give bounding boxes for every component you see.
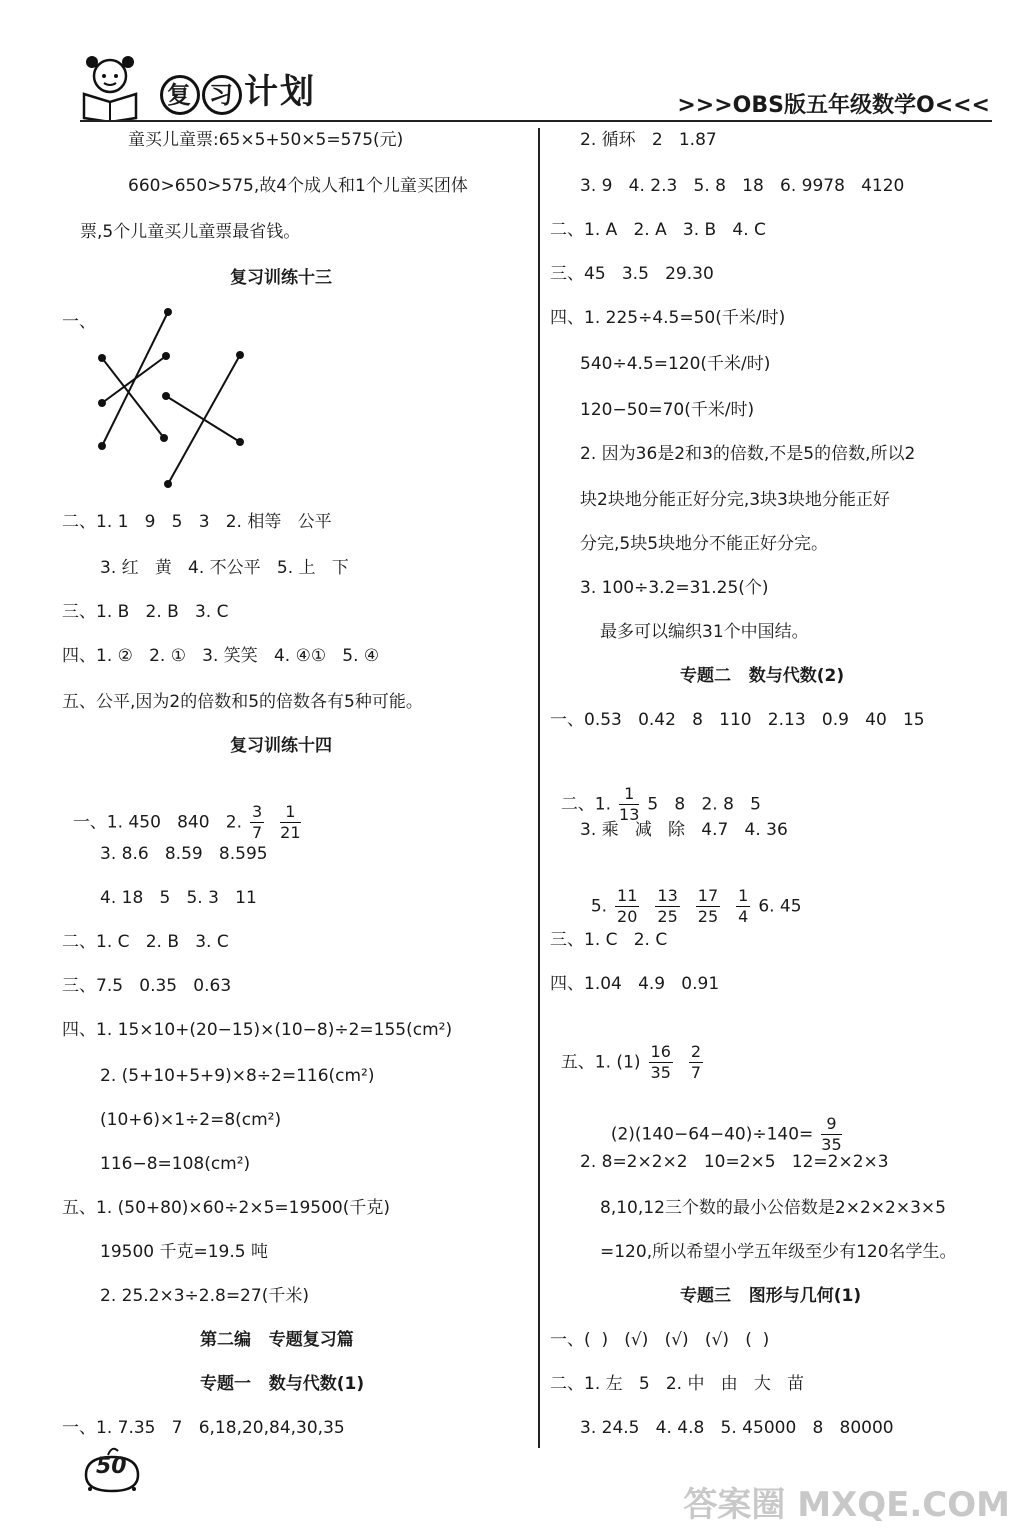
title-rest: 计划	[244, 72, 316, 112]
numerator: 16	[650, 1042, 671, 1061]
answer-line-with-fractions	[550, 760, 761, 825]
denominator: 35	[821, 1135, 842, 1154]
header-title	[160, 64, 316, 115]
answer-line: 116−8=108(cm²)	[100, 1154, 251, 1174]
reading-girl-icon	[70, 52, 150, 122]
line-text: 6. 45	[758, 896, 802, 917]
answer-line: 2. 循环 2 1.87	[580, 130, 717, 150]
topic-heading-1: 专题一 数与代数(1)	[200, 1374, 365, 1394]
fraction	[615, 886, 639, 927]
fraction	[655, 886, 679, 927]
denominator: 20	[617, 907, 638, 926]
answer-line: 三、45 3.5 29.30	[550, 264, 714, 284]
answer-line: 四、1. 225÷4.5=50(千米/时)	[550, 308, 786, 328]
answer-line: 分完,5块5块地分不能正好分完。	[580, 534, 829, 554]
line-text: 五、1. (1)	[560, 1052, 641, 1073]
answer-line: 票,5个儿童买儿童票最省钱。	[80, 222, 301, 242]
answer-line: 二、1. 1 9 5 3 2. 相等 公平	[62, 512, 332, 532]
fraction	[250, 802, 264, 843]
numerator: 17	[697, 886, 719, 905]
answer-line-with-fractions	[600, 1090, 850, 1155]
answer-line: 一、0.53 0.42 8 110 2.13 0.9 40 15	[550, 710, 925, 730]
answer-line: 3. 红 黄 4. 不公平 5. 上 下	[100, 558, 349, 578]
answer-line: 一、1. 7.35 7 6,18,20,84,30,35	[62, 1418, 345, 1438]
denominator: 21	[280, 823, 301, 842]
answer-line: 3. 24.5 4. 4.8 5. 45000 8 80000	[580, 1418, 894, 1438]
title-char-1: 复	[160, 75, 200, 115]
topic-heading-2: 专题二 数与代数(2)	[680, 666, 845, 686]
part-heading: 第二编 专题复习篇	[200, 1330, 354, 1350]
section-heading-13: 复习训练十三	[230, 268, 332, 288]
answer-line: 二、1. C 2. B 3. C	[62, 932, 229, 952]
answer-line: 最多可以编织31个中国结。	[600, 622, 809, 642]
fraction	[821, 1114, 841, 1155]
answer-line: 一、	[62, 312, 96, 332]
denominator: 7	[690, 1063, 702, 1082]
fraction	[649, 1042, 673, 1083]
line-text: 5.	[590, 896, 608, 917]
answer-line: 二、1. 左 5 2. 中 由 大 苗	[550, 1374, 805, 1394]
answer-line: 8,10,12三个数的最小公倍数是2×2×2×3×5	[600, 1198, 946, 1218]
numerator: 1	[280, 802, 300, 823]
numerator: 13	[657, 886, 678, 905]
answer-line: 3. 8.6 8.59 8.595	[100, 844, 268, 864]
numerator: 9	[821, 1114, 841, 1135]
matching-lines-diagram	[90, 300, 260, 500]
line-text: 一、1. 450 840 2.	[72, 812, 242, 833]
line-text: (2)(140−64−40)÷140=	[610, 1124, 814, 1145]
denominator: 7	[251, 823, 263, 842]
answer-line: 3. 9 4. 2.3 5. 8 18 6. 9978 4120	[580, 176, 905, 196]
answer-line: 四、1. 15×10+(20−15)×(10−8)÷2=155(cm²)	[62, 1020, 453, 1040]
line-text: 二、1.	[560, 794, 612, 815]
numerator: 1	[738, 886, 749, 905]
answer-line: 五、1. (50+80)×60÷2×5=19500(千克)	[62, 1198, 390, 1218]
answer-line: 一、( ) (√) (√) (√) ( )	[550, 1330, 770, 1350]
answer-line-with-fractions	[62, 778, 309, 843]
answer-line: 二、1. A 2. A 3. B 4. C	[550, 220, 766, 240]
fraction	[736, 886, 750, 927]
fraction	[696, 886, 720, 927]
section-heading-14: 复习训练十四	[230, 736, 332, 756]
header-rule	[80, 120, 992, 122]
denominator: 25	[657, 907, 678, 926]
answer-line: 2. (5+10+5+9)×8÷2=116(cm²)	[100, 1066, 375, 1086]
denominator: 25	[697, 907, 719, 926]
header-subtitle: >>>OBS版五年级数学O<<<	[677, 93, 990, 118]
answer-line: 3. 乘 减 除 4.7 4. 36	[580, 820, 788, 840]
answer-line: 三、7.5 0.35 0.63	[62, 976, 232, 996]
watermark: 答案圈 MXQE.COM	[683, 1485, 1010, 1525]
line-text: 5 8 2. 8 5	[647, 794, 761, 815]
answer-line: 2. 因为36是2和3的倍数,不是5的倍数,所以2	[580, 444, 916, 464]
answer-line: 三、1. B 2. B 3. C	[62, 602, 229, 622]
denominator: 35	[650, 1063, 671, 1082]
answer-line: =120,所以希望小学五年级至少有120名学生。	[600, 1242, 957, 1262]
numerator: 1	[619, 784, 639, 805]
numerator: 11	[617, 886, 638, 905]
page-number: 50	[96, 1454, 127, 1479]
answer-line: 三、1. C 2. C	[550, 930, 668, 950]
answer-line: 块2块地分能正好分完,3块3块地分能正好	[580, 490, 890, 510]
topic-heading-3: 专题三 图形与几何(1)	[680, 1286, 862, 1306]
numerator: 3	[251, 802, 263, 821]
title-char-2: 习	[202, 75, 242, 115]
answer-line: 四、1. ② 2. ① 3. 笑笑 4. ④① 5. ④	[62, 646, 380, 666]
fraction	[689, 1042, 703, 1083]
numerator: 2	[690, 1042, 702, 1061]
answer-line: 2. 25.2×3÷2.8=27(千米)	[100, 1286, 309, 1306]
fraction	[280, 802, 300, 843]
answer-line: 3. 100÷3.2=31.25(个)	[580, 578, 769, 598]
answer-line: (10+6)×1÷2=8(cm²)	[100, 1110, 282, 1130]
answer-line: 4. 18 5 5. 3 11	[100, 888, 257, 908]
answer-line: 2. 8=2×2×2 10=2×5 12=2×2×3	[580, 1152, 889, 1172]
answer-line: 童买儿童票:65×5+50×5=575(元)	[128, 130, 404, 150]
answer-line: 120−50=70(千米/时)	[580, 400, 755, 420]
denominator: 13	[619, 805, 640, 824]
answer-line: 540÷4.5=120(千米/时)	[580, 354, 771, 374]
answer-line: 五、公平,因为2的倍数和5的倍数各有5种可能。	[62, 692, 423, 712]
denominator: 4	[738, 907, 749, 926]
answer-line-with-fractions	[550, 1018, 711, 1083]
answer-line: 660>650>575,故4个成人和1个儿童买团体	[128, 176, 468, 196]
column-divider	[538, 128, 540, 1448]
answer-line: 四、1.04 4.9 0.91	[550, 974, 720, 994]
answer-line: 19500 千克=19.5 吨	[100, 1242, 268, 1262]
answer-line-with-fractions	[580, 862, 802, 927]
